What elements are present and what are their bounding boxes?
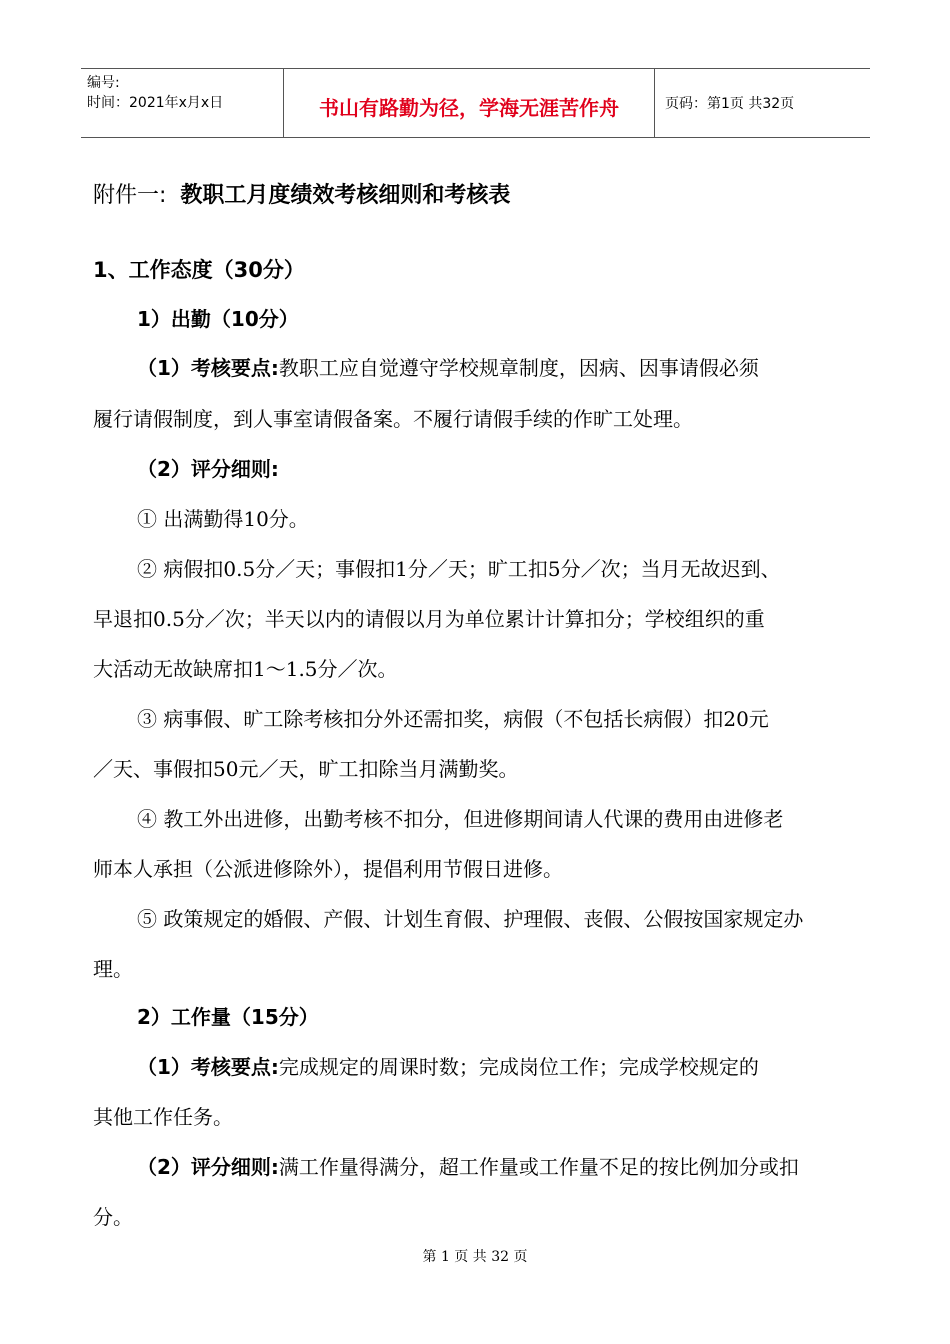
paragraph-line: 分。 — [93, 1205, 133, 1229]
rule-item: 大活动无故缺席扣1～1.5分／次。 — [93, 657, 398, 681]
paragraph-line — [137, 352, 759, 381]
rules-text: 满工作量得满分，超工作量或工作量不足的按比例加分或扣 — [278, 1155, 799, 1179]
date-label: 时间：2021年x月x日 — [87, 95, 224, 111]
rule-item: ② 病假扣0.5分／天；事假扣1分／天；旷工扣5分／次；当月无故迟到、 — [137, 557, 781, 581]
title-main: 教职工月度绩效考核细则和考核表 — [180, 183, 511, 208]
title-prefix: 附件一: — [93, 183, 167, 208]
header-motto: 书山有路勤为径，学海无涯苦作舟 — [283, 69, 655, 137]
rule-item: ④ 教工外出进修，出勤考核不扣分，但进修期间请人代课的费用由进修老 — [137, 807, 784, 831]
point-label: （1）考核要点: — [137, 356, 279, 380]
paragraph-line: 其他工作任务。 — [93, 1105, 233, 1129]
paragraph-line — [137, 1051, 759, 1080]
paragraph-line: 履行请假制度，到人事室请假备案。不履行请假手续的作旷工处理。 — [93, 407, 693, 431]
rules-label: （2）评分细则: — [137, 1155, 279, 1179]
rule-item: ① 出满勤得10分。 — [137, 507, 309, 531]
point-text: 教职工应自觉遵守学校规章制度，因病、因事请假必须 — [278, 356, 759, 380]
rule-item: ⑤ 政策规定的婚假、产假、计划生育假、护理假、丧假、公假按国家规定办 — [137, 907, 804, 931]
point-label: （1）考核要点: — [137, 1055, 279, 1079]
code-label: 编号: — [87, 75, 120, 91]
header-page-info: 页码：第1页 共32页 — [665, 96, 795, 112]
rule-item: 早退扣0.5分／次；半天以内的请假以月为单位累计计算扣分；学校组织的重 — [93, 607, 765, 631]
rules-label: （2）评分细则: — [137, 457, 279, 481]
page-footer: 第 1 页 共 32 页 — [422, 1249, 528, 1265]
section-heading: 1、工作态度（30分） — [93, 258, 305, 282]
document-title — [93, 178, 510, 209]
subsection-heading: 1）出勤（10分） — [137, 307, 299, 331]
paragraph-line — [137, 1151, 799, 1180]
header-left — [81, 69, 283, 137]
rule-item: 师本人承担（公派进修除外），提倡利用节假日进修。 — [93, 857, 563, 881]
rule-item: ／天、事假扣50元／天，旷工扣除当月满勤奖。 — [93, 757, 519, 781]
rule-item: 理。 — [93, 957, 133, 981]
page-header — [81, 68, 870, 138]
rule-item: ③ 病事假、旷工除考核扣分外还需扣奖，病假（不包括长病假）扣20元 — [137, 707, 769, 731]
subsection-heading: 2）工作量（15分） — [137, 1005, 319, 1029]
point-text: 完成规定的周课时数；完成岗位工作；完成学校规定的 — [278, 1055, 759, 1079]
